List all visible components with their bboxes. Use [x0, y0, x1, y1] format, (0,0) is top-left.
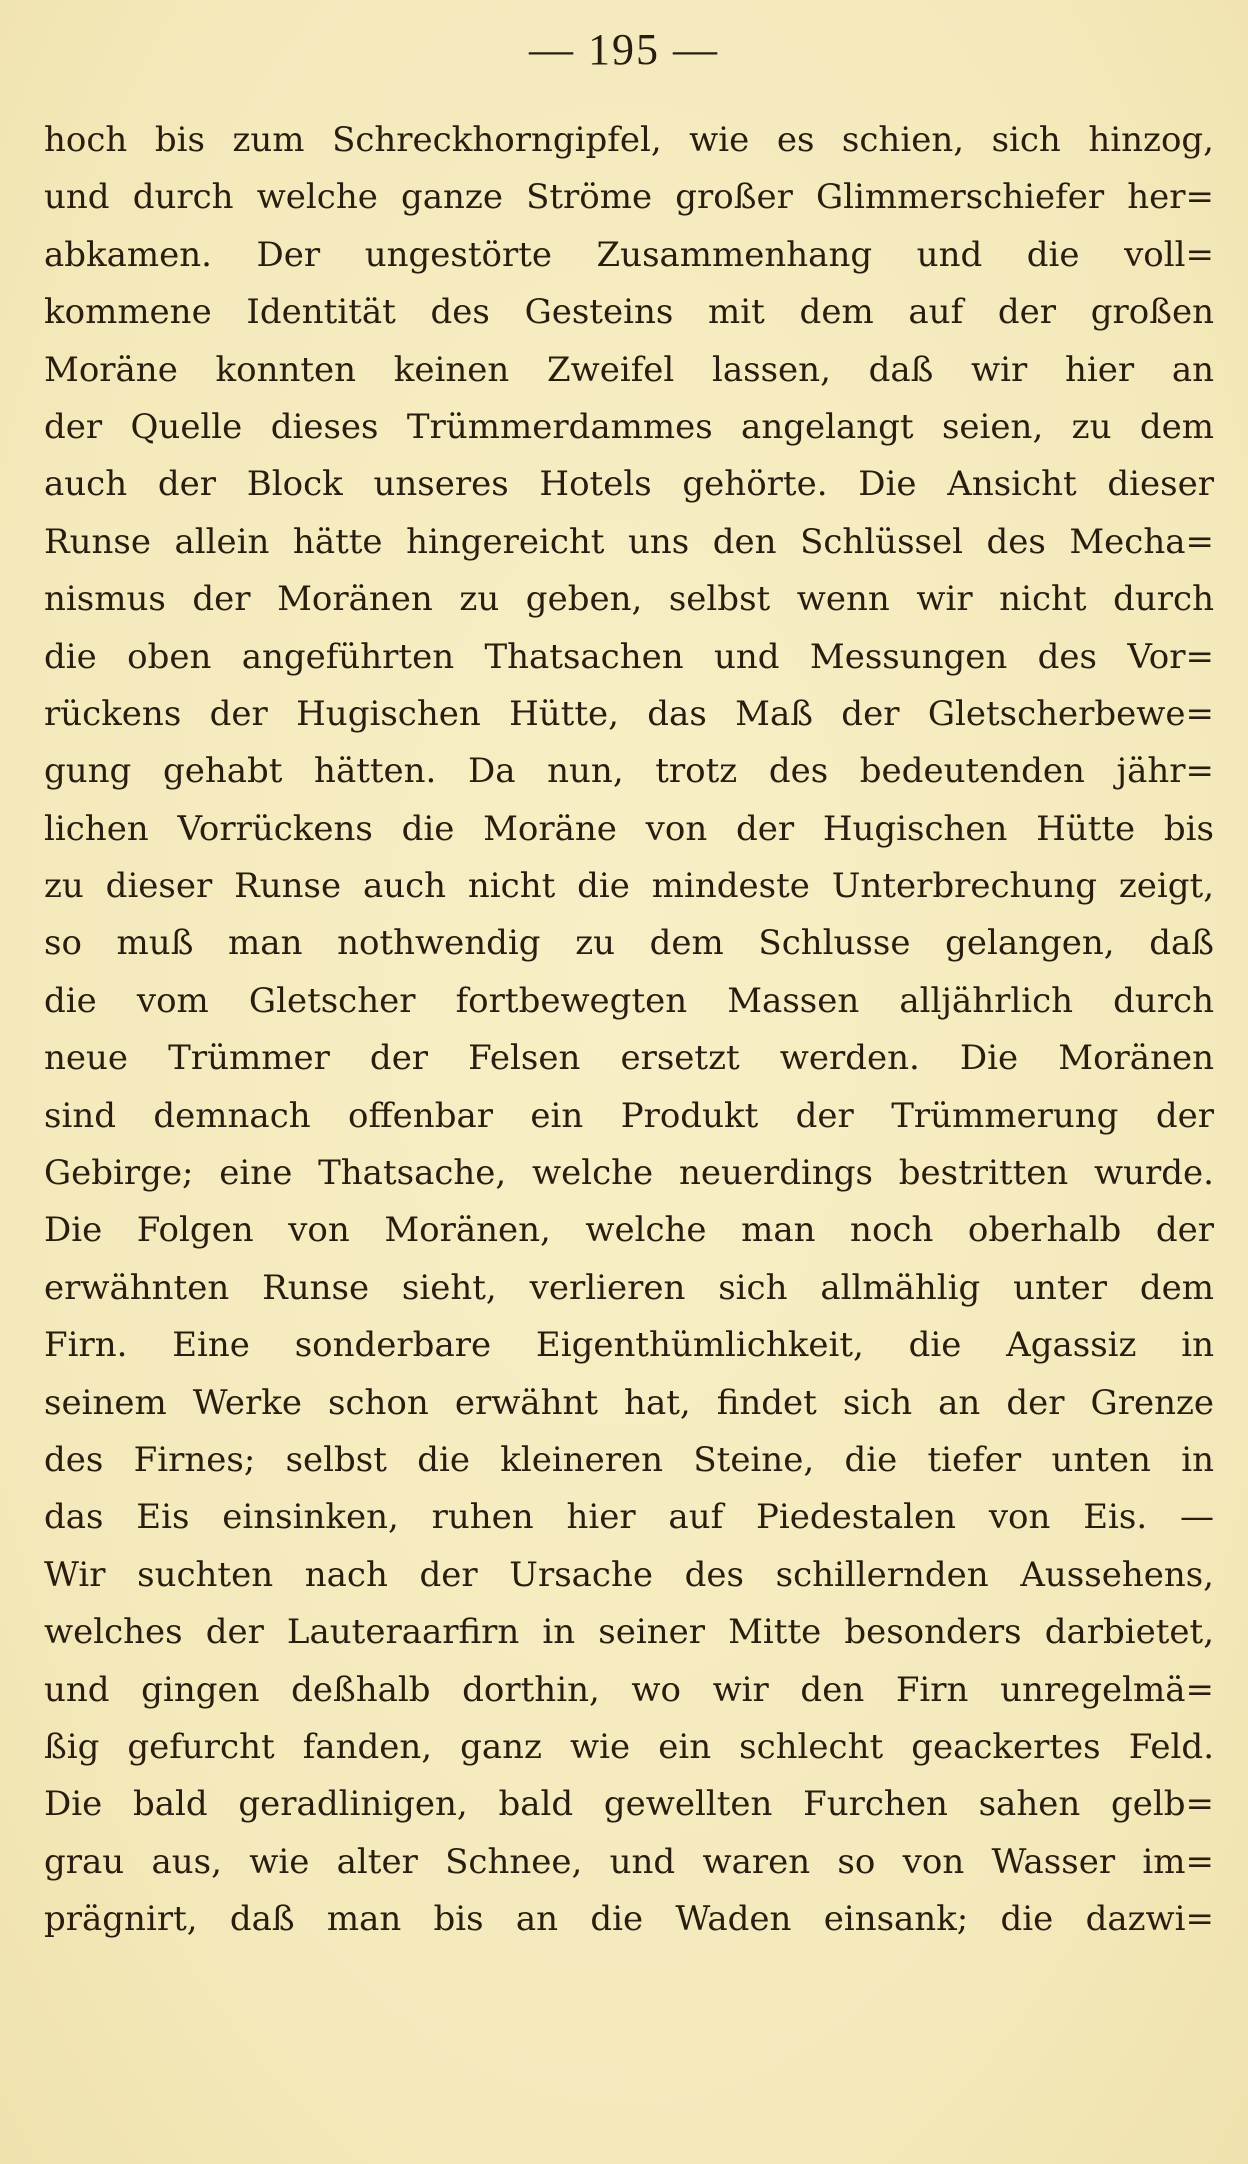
text-line: nismus der Moränen zu geben, selbst wenn wir nicht durch	[44, 579, 1214, 620]
text-line: hoch bis zum Schreckhorngipfel, wie es schien, sich hinzog,	[44, 120, 1214, 160]
text-line: rückens der Hugischen Hütte, das Maß der Gletscherbewe=	[44, 693, 1214, 734]
text-line: Moräne konnten keinen Zweifel lassen, daß wir hier an	[44, 349, 1214, 390]
body-text	[44, 112, 1214, 1949]
text-line: gung gehabt hätten. Da nun, trotz des bedeutenden jähr=	[44, 751, 1214, 792]
text-line: und durch welche ganze Ströme großer Glimmerschiefer her=	[44, 177, 1214, 218]
text-line: die vom Gletscher fortbewegten Massen alljährlich durch	[44, 980, 1214, 1021]
text-line: Die Folgen von Moränen, welche man noch oberhalb der	[44, 1210, 1214, 1251]
text-line: prägnirt, daß man bis an die Waden einsank; die dazwi=	[44, 1899, 1214, 1940]
text-line: grau aus, wie alter Schnee, und waren so von Wasser im=	[44, 1841, 1214, 1882]
text-line: zu dieser Runse auch nicht die mindeste Unterbrechung zeigt,	[44, 866, 1214, 907]
text-line: auch der Block unseres Hotels gehörte. Die Ansicht dieser	[44, 464, 1214, 505]
text-line: des Firnes; selbst die kleineren Steine, die tiefer unten in	[44, 1439, 1214, 1480]
page-number: — 195 —	[529, 25, 719, 74]
text-line: lichen Vorrückens die Moräne von der Hugischen Hütte bis	[44, 808, 1214, 849]
text-line: abkamen. Der ungestörte Zusammenhang und die voll=	[44, 234, 1214, 275]
text-line: Gebirge; eine Thatsache, welche neuerdings bestritten wurde.	[44, 1153, 1214, 1194]
text-line: erwähnten Runse sieht, verlieren sich allmählig unter dem	[44, 1267, 1214, 1308]
text-line: Die bald geradlinigen, bald gewellten Furchen sahen gelb=	[44, 1784, 1214, 1825]
text-line: ßig gefurcht fanden, ganz wie ein schlecht geackertes Feld.	[44, 1726, 1214, 1767]
text-line: welches der Lauteraarfirn in seiner Mitte besonders darbietet,	[44, 1612, 1214, 1653]
text-line: die oben angeführten Thatsachen und Messungen des Vor=	[44, 636, 1214, 677]
text-line: sind demnach offenbar ein Produkt der Trümmerung der	[44, 1095, 1214, 1136]
text-line: der Quelle dieses Trümmerdammes angelangt seien, zu dem	[44, 406, 1214, 447]
text-line: so muß man nothwendig zu dem Schlusse gelangen, daß	[44, 923, 1214, 964]
text-line: das Eis einsinken, ruhen hier auf Piedestalen von Eis. —	[44, 1497, 1214, 1538]
text-line: und gingen deßhalb dorthin, wo wir den Firn unregelmä=	[44, 1669, 1214, 1710]
text-line: Firn. Eine sonderbare Eigenthümlichkeit, die Agassiz in	[44, 1325, 1214, 1366]
text-line: seinem Werke schon erwähnt hat, findet sich an der Grenze	[44, 1382, 1214, 1423]
text-line: Wir suchten nach der Ursache des schillernden Aussehens,	[44, 1554, 1214, 1595]
text-line: neue Trümmer der Felsen ersetzt werden. Die Moränen	[44, 1038, 1214, 1079]
text-line: kommene Identität des Gesteins mit dem auf der großen	[44, 292, 1214, 333]
text-line: Runse allein hätte hingereicht uns den Schlüssel des Mecha=	[44, 521, 1214, 562]
